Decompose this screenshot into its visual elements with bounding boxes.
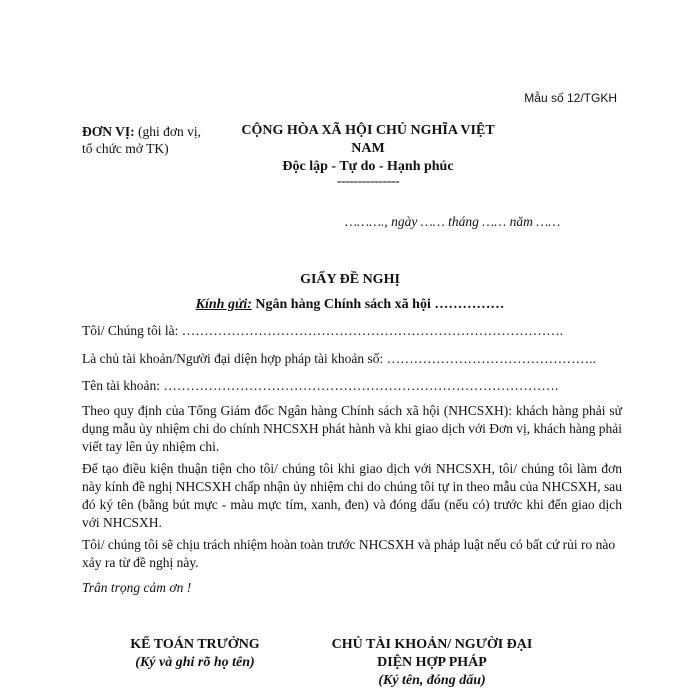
closing-thanks: Trân trọng cảm ơn !	[82, 580, 192, 595]
country-name: CỘNG HÒA XÃ HỘI CHỦ NGHĨA VIỆT NAM	[241, 123, 495, 156]
unit-block	[82, 123, 212, 157]
signature-title: KẾ TOÁN TRƯỞNG	[130, 637, 260, 652]
unit-label: ĐƠN VỊ:	[82, 124, 135, 139]
heading-separator: ---------------	[336, 174, 400, 189]
document-title: GIẤY ĐỀ NGHỊ	[300, 272, 400, 287]
national-heading	[238, 122, 498, 188]
unit-note: (ghi đơn vị, tổ chức mở TK)	[82, 124, 202, 156]
recipient-label: Kính gửi:	[195, 297, 252, 312]
name-line: Tôi/ Chúng tôi là: ………………………………………………………………………….	[82, 323, 564, 338]
paragraph-request: Để tạo điều kiện thuận tiện cho tôi/ chúng tôi khi giao dịch với NHCSXH, tôi/ chúng tôi làm đơn này kính đề nghị NHCSXH chấp nhận ủy nhiệm chi do chúng tôi tự in theo mẫu của NHCSXH, sau đó ký tên (bằng bút mực - màu mực tím, xanh, đen) và đóng dấu (nếu có) trước khi đến giao dịch với NHCSXH.	[82, 461, 622, 530]
signature-title: CHỦ TÀI KHOẢN/ NGƯỜI ĐẠI DIỆN HỢP PHÁP	[331, 637, 533, 670]
recipient-value: Ngân hàng Chính sách xã hội ……………	[251, 297, 505, 312]
motto: Độc lập - Tự do - Hạnh phúc	[282, 159, 454, 174]
signature-account-holder	[322, 636, 542, 690]
signature-chief-accountant	[110, 636, 280, 672]
form-number: Mẫu số 12/TGKH	[524, 91, 617, 105]
paragraph-regulation: Theo quy định của Tổng Giám đốc Ngân hàng Chính sách xã hội (NHCSXH): khách hàng phải sử dụng mẫu ủy nhiệm chi do chính NHCSXH phát hành và khi giao dịch với Đơn vị, khách hàng phải viết tay lên ủy nhiệm chi.	[82, 403, 622, 454]
date-line: ………., ngày …… tháng …… năm ……	[345, 214, 561, 229]
signature-note: (Ký tên, đóng dấu)	[378, 673, 486, 688]
account-number-line: Là chủ tài khoản/Người đại diện hợp pháp tài khoản số: ………………………………………..	[82, 351, 596, 366]
signature-note: (Ký và ghi rõ họ tên)	[135, 655, 255, 670]
account-name-line: Tên tài khoản: …………………………………………………………………………….	[82, 378, 559, 393]
recipient-line	[0, 297, 700, 313]
paragraph-responsibility: Tôi/ chúng tôi sẽ chịu trách nhiệm hoàn toàn trước NHCSXH và pháp luật nếu có bất cứ rủi ro nào xảy ra từ đề nghị này.	[82, 537, 616, 570]
